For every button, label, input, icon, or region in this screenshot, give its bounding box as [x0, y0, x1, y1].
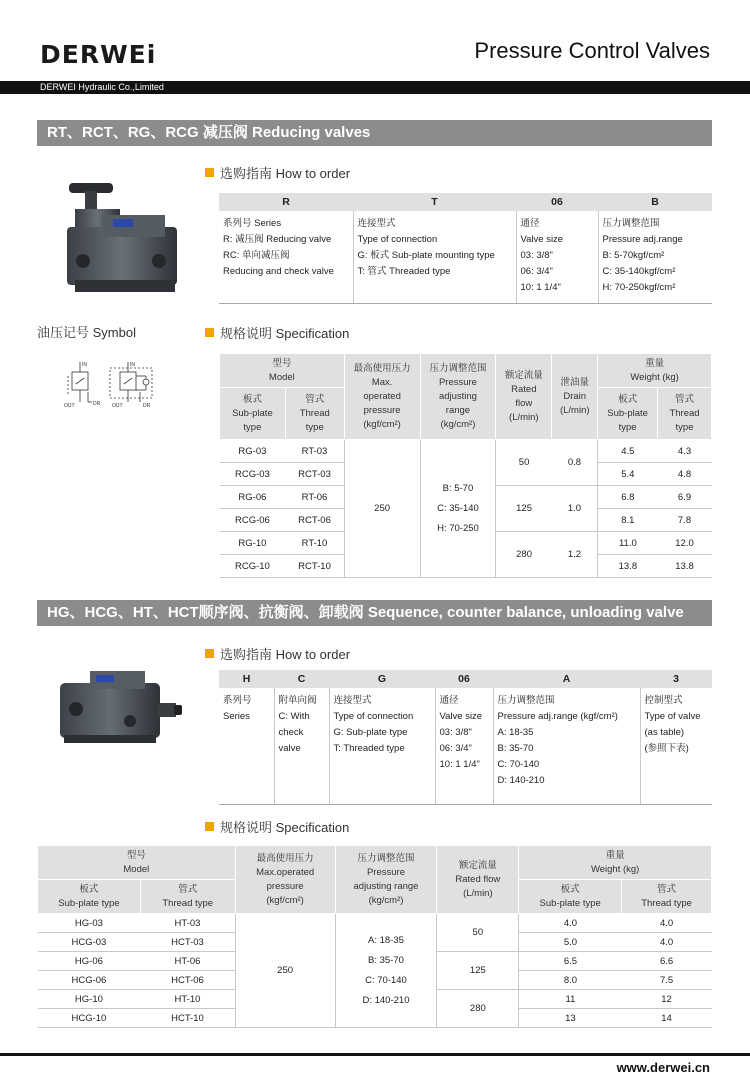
order-code: G	[329, 670, 435, 688]
order-line: 系列号 Series	[223, 218, 282, 229]
footer-divider	[0, 1053, 750, 1056]
company-bar: DERWEI Hydraulic Co.,Limited	[0, 81, 750, 94]
col-flow	[496, 354, 552, 440]
order-line: Valve size	[520, 234, 564, 245]
order-code: 06	[435, 670, 493, 688]
cell-weight-thread: 4.8	[658, 463, 712, 486]
cell-thread: RCT-03	[285, 463, 344, 486]
header-text: 压力调整范围 Pressure adjusting range (kg/cm²)	[429, 362, 487, 430]
cell-weight-thread: 4.3	[658, 440, 712, 463]
cell-weight-subplate: 13.8	[598, 555, 658, 578]
col-subplate	[220, 388, 286, 440]
brand-logo: DERWEi	[40, 40, 157, 69]
col-max-pressure	[235, 846, 335, 914]
col-adj-range	[335, 846, 437, 914]
order-line: 附单向阀	[278, 695, 317, 706]
order-line: 控制型式	[644, 695, 683, 706]
header-text: 重量 Weight (kg)	[590, 849, 640, 875]
spec-table-1	[219, 353, 712, 578]
cell-weight-thread: 6.9	[658, 486, 712, 509]
header-text: 型号 Model	[268, 357, 295, 383]
order-code: B	[598, 193, 712, 211]
col-weight	[598, 354, 712, 388]
order-line: 06: 3/4"	[520, 266, 553, 277]
order-line: C: With	[278, 711, 310, 722]
header-text: 管式 Thread type	[162, 883, 214, 909]
orange-square-icon	[205, 649, 214, 658]
header-text: 管式 Thread type	[669, 393, 700, 433]
cell-weight-thread: 7.8	[658, 509, 712, 532]
orange-square-icon	[205, 822, 214, 831]
table-row	[38, 914, 712, 933]
order-code-row	[219, 193, 712, 211]
cell-weight-subplate: 4.5	[598, 440, 658, 463]
cell-subplate: HG-03	[38, 914, 141, 933]
col-thread	[140, 880, 235, 914]
header-text: 板式 Sub-plate type	[607, 393, 648, 433]
order-line: Series	[223, 711, 250, 722]
order-line: 压力调整范围	[602, 218, 660, 229]
order-line: Pressure adj.range	[602, 234, 683, 245]
order-line: C: 70-140	[497, 759, 540, 770]
cell-flow: 280	[437, 990, 519, 1028]
order-desc-type	[640, 688, 712, 804]
order-line: valve	[278, 743, 301, 754]
cell-adj-range	[420, 440, 496, 578]
cell-subplate: RG-03	[220, 440, 286, 463]
spec-heading-1	[205, 323, 349, 342]
cell-weight-subplate: 6.5	[519, 952, 622, 971]
order-code: A	[493, 670, 640, 688]
order-code: H	[219, 670, 274, 688]
header-text: 额定流量 Rated flow (L/min)	[504, 369, 543, 423]
header-text: 板式 Sub-plate type	[539, 883, 601, 909]
order-line: Type of connection	[333, 711, 414, 722]
header-text: 重量 Weight (kg)	[630, 357, 679, 383]
col-model	[220, 354, 345, 388]
order-desc-check	[274, 688, 329, 804]
order-line: 通径	[439, 695, 459, 706]
sequence-valve-image	[50, 665, 190, 750]
order-code: 06	[516, 193, 598, 211]
order-desc-size	[516, 211, 598, 303]
order-line: B: 5-70kgf/cm²	[602, 250, 665, 261]
order-line: D: 140-210	[497, 775, 545, 786]
order-line: 连接型式	[333, 695, 372, 706]
col-weight-thread	[622, 880, 712, 914]
order-code: C	[274, 670, 329, 688]
order-line: H: 70-250kgf/cm²	[602, 282, 676, 293]
cell-weight-subplate: 11	[519, 990, 622, 1009]
order-desc-pressure	[493, 688, 640, 804]
cell-subplate: RCG-06	[220, 509, 286, 532]
header-text: 型号 Model	[123, 849, 150, 875]
cell-flow: 280	[496, 532, 552, 578]
spec-header-row	[220, 354, 712, 388]
col-weight-subplate	[598, 388, 658, 440]
cell-thread: RCT-06	[285, 509, 344, 532]
col-model	[38, 846, 236, 880]
cell-drain: 0.8	[552, 440, 598, 486]
order-code-row	[219, 670, 712, 688]
section-title-sequence-valves: HG、HCG、HT、HCT顺序阀、抗衡阀、卸载阀 Sequence, counter balance, unloading valve	[37, 600, 712, 626]
cell-thread: RCT-10	[285, 555, 344, 578]
section-title-reducing-valves: RT、RCT、RG、RCG 减压阀 Reducing valves	[37, 120, 712, 146]
order-line: (参照下表)	[644, 743, 689, 754]
cell-weight-thread: 12.0	[658, 532, 712, 555]
order-line: RC: 单向减压阀	[223, 250, 290, 261]
cell-subplate: RG-10	[220, 532, 286, 555]
col-weight	[519, 846, 712, 880]
order-desc-series	[219, 211, 353, 303]
cell-flow: 50	[437, 914, 519, 952]
port-label-dr: DR	[143, 403, 151, 409]
cell-thread: HCT-06	[140, 971, 235, 990]
table-row	[220, 440, 712, 463]
order-line: 压力调整范围	[497, 695, 555, 706]
order-line: C: 35-140kgf/cm²	[602, 266, 676, 277]
cell-drain: 1.0	[552, 486, 598, 532]
order-line: G: Sub-plate type	[333, 727, 408, 738]
cell-thread: HCT-10	[140, 1009, 235, 1028]
order-code: T	[353, 193, 516, 211]
header-text: 泄油量 Drain (L/min)	[559, 376, 590, 416]
col-thread	[285, 388, 344, 440]
order-desc-size	[435, 688, 493, 804]
how-to-order-heading-1	[205, 163, 350, 182]
cell-flow: 125	[496, 486, 552, 532]
cell-subplate: HCG-06	[38, 971, 141, 990]
header-text: 管式 Thread type	[299, 393, 330, 433]
header-text: 板式 Sub-plate type	[58, 883, 120, 909]
order-line: 连接型式	[357, 218, 396, 229]
how-to-order-label: 选购指南 How to order	[220, 166, 351, 181]
adj-range-text: A: 18-35 B: 35-70 C: 70-140 D: 140-210	[362, 934, 410, 1006]
cell-thread: HT-06	[140, 952, 235, 971]
cell-subplate: RG-06	[220, 486, 286, 509]
port-label-in: IN	[82, 362, 87, 368]
cell-subplate: RCG-03	[220, 463, 286, 486]
order-line: 通径	[520, 218, 540, 229]
cell-weight-thread: 12	[622, 990, 712, 1009]
cell-subplate: HG-06	[38, 952, 141, 971]
order-desc-connection	[329, 688, 435, 804]
order-line: B: 35-70	[497, 743, 534, 754]
header-text: 压力调整范围 Pressure adjusting range (kg/cm²)	[353, 852, 419, 906]
order-line: R: 减压阀 Reducing valve	[223, 234, 332, 245]
order-line: 06: 3/4"	[439, 743, 472, 754]
order-line: T: Threaded type	[333, 743, 405, 754]
cell-weight-thread: 13.8	[658, 555, 712, 578]
symbol-heading: 油压记号 Symbol	[37, 325, 136, 340]
cell-weight-thread: 6.6	[622, 952, 712, 971]
col-subplate	[38, 880, 141, 914]
order-line: T: 管式 Threaded type	[357, 266, 451, 277]
order-line: A: 18-35	[497, 727, 534, 738]
order-line: Type of connection	[357, 234, 438, 245]
order-line: Valve size	[439, 711, 483, 722]
header-text: 板式 Sub-plate type	[232, 393, 273, 433]
port-label-in: IN	[130, 362, 135, 368]
spec-label: 规格说明 Specification	[220, 326, 350, 341]
hydraulic-symbol-diagram	[62, 358, 162, 410]
cell-max-pressure: 250	[235, 914, 335, 1028]
port-label-out: OUT	[112, 403, 123, 409]
order-table-1	[219, 193, 712, 304]
order-line: 03: 3/8"	[520, 250, 553, 261]
order-line: 10: 1 1/4"	[439, 759, 480, 770]
col-weight-thread	[658, 388, 712, 440]
orange-square-icon	[205, 328, 214, 337]
header-text: 额定流量 Rated flow (L/min)	[455, 859, 501, 899]
header-text: 最高使用压力 Max. operated pressure (kgf/cm²)	[353, 362, 411, 430]
col-weight-subplate	[519, 880, 622, 914]
col-max-pressure	[344, 354, 420, 440]
orange-square-icon	[205, 168, 214, 177]
header-text: 最高使用压力 Max.operated pressure (kgf/cm²)	[256, 852, 315, 906]
cell-thread: RT-10	[285, 532, 344, 555]
cell-subplate: HCG-10	[38, 1009, 141, 1028]
cell-weight-subplate: 5.4	[598, 463, 658, 486]
cell-thread: HT-10	[140, 990, 235, 1009]
col-flow	[437, 846, 519, 914]
order-desc-pressure	[598, 211, 712, 303]
order-desc-row	[219, 688, 712, 804]
order-desc-series	[219, 688, 274, 804]
how-to-order-label: 选购指南 How to order	[220, 647, 351, 662]
cell-subplate: HCG-03	[38, 933, 141, 952]
cell-weight-thread: 4.0	[622, 914, 712, 933]
order-code: R	[219, 193, 353, 211]
how-to-order-heading-2	[205, 644, 350, 663]
order-line: 系列号	[223, 695, 252, 706]
col-adj-range	[420, 354, 496, 440]
page-title: Pressure Control Valves	[474, 38, 710, 63]
order-line: Pressure adj.range (kgf/cm²)	[497, 711, 618, 722]
cell-flow: 50	[496, 440, 552, 486]
adj-range-text: B: 5-70 C: 35-140 H: 70-250	[437, 482, 479, 534]
cell-weight-subplate: 6.8	[598, 486, 658, 509]
cell-thread: RT-03	[285, 440, 344, 463]
port-label-dr: DR	[93, 401, 101, 407]
cell-weight-subplate: 4.0	[519, 914, 622, 933]
cell-weight-thread: 7.5	[622, 971, 712, 990]
header-text: 管式 Thread type	[641, 883, 692, 909]
cell-weight-subplate: 8.0	[519, 971, 622, 990]
spec-label: 规格说明 Specification	[220, 820, 350, 835]
cell-thread: HCT-03	[140, 933, 235, 952]
order-desc-connection	[353, 211, 516, 303]
cell-thread: RT-06	[285, 486, 344, 509]
cell-weight-thread: 4.0	[622, 933, 712, 952]
reducing-valve-image	[55, 175, 190, 305]
cell-weight-subplate: 11.0	[598, 532, 658, 555]
cell-subplate: RCG-10	[220, 555, 286, 578]
cell-weight-thread: 14	[622, 1009, 712, 1028]
spec-header-row	[38, 846, 712, 880]
order-line: 10: 1 1/4"	[520, 282, 561, 293]
cell-weight-subplate: 13	[519, 1009, 622, 1028]
order-line: G: 板式 Sub-plate mounting type	[357, 250, 495, 261]
cell-max-pressure: 250	[344, 440, 420, 578]
order-line: Type of valve	[644, 711, 701, 722]
footer-website-link[interactable]: www.derwei.cn	[616, 1060, 710, 1075]
cell-adj-range	[335, 914, 437, 1028]
order-table-2	[219, 670, 712, 805]
order-line: 03: 3/8"	[439, 727, 472, 738]
spec-heading-2	[205, 817, 349, 836]
spec-table-2	[37, 845, 712, 1028]
cell-weight-subplate: 8.1	[598, 509, 658, 532]
order-desc-row	[219, 211, 712, 303]
cell-weight-subplate: 5.0	[519, 933, 622, 952]
cell-thread: HT-03	[140, 914, 235, 933]
cell-flow: 125	[437, 952, 519, 990]
order-line: check	[278, 727, 304, 738]
port-label-out: OUT	[64, 403, 75, 409]
order-line: Reducing and check valve	[223, 266, 334, 277]
order-line: (as table)	[644, 727, 685, 738]
cell-drain: 1.2	[552, 532, 598, 578]
cell-subplate: HG-10	[38, 990, 141, 1009]
order-code: 3	[640, 670, 712, 688]
col-drain	[552, 354, 598, 440]
